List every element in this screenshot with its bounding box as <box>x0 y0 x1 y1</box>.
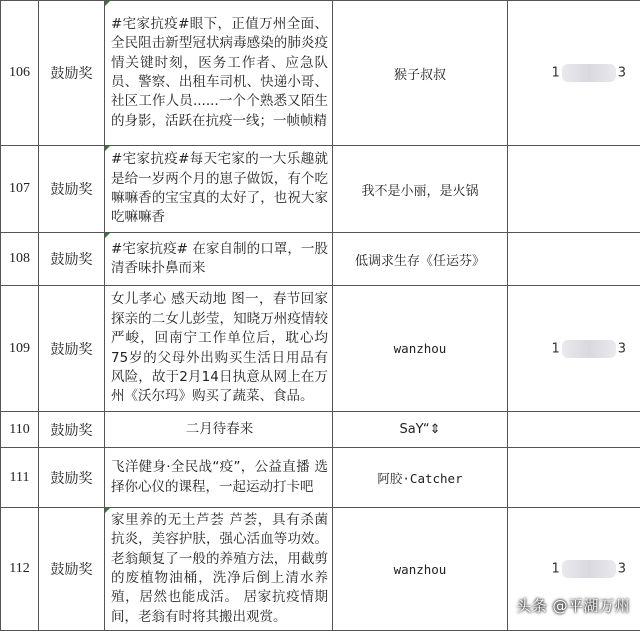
author-name: 我不是小丽，是火锅 <box>333 146 508 233</box>
author-name: 猴子叔叔 <box>333 1 508 146</box>
entry-content <box>105 412 333 448</box>
phone-start: 1 <box>551 66 559 81</box>
entry-content <box>105 146 333 233</box>
phone-end: 3 <box>618 66 626 81</box>
row-number: 106 <box>1 1 39 146</box>
award-level: 鼓励奖 <box>39 233 105 286</box>
table-row <box>1 412 640 448</box>
entry-content-text: 飞洋健身·全民战“疫”，公益直播 选择你心仪的课程，一起运动打卡吧 <box>111 459 328 494</box>
entry-content-text: 家里养的无土芦荟 芦荟，具有杀菌抗炎，美容护肤，强心活血等功效。老翁颠复了一般的养殖方法，用截剪的废植物油桶，洗净后倒上清水养殖，居然也能成活。 居家抗疫情期间，老翁有时将其搬出观赏。 <box>111 512 328 625</box>
entry-content <box>105 286 333 412</box>
author-name: 阿胶·Catcher <box>333 448 508 508</box>
comment-marker-icon <box>105 233 110 238</box>
entry-content-text: #宅家抗疫#每天宅家的一大乐趣就是给一岁两个月的崽子做饭，有个吃嘛嘛香的宝宝真的太好了，也祝大家吃嘛嘛香 <box>111 151 328 225</box>
row-number: 112 <box>1 508 39 631</box>
table-row <box>1 233 640 286</box>
table-row <box>1 1 640 146</box>
author-name: wanzhou <box>333 286 508 412</box>
redaction-blur <box>562 560 616 578</box>
author-name: SaY“⇕ <box>333 412 508 448</box>
table-row <box>1 286 640 412</box>
row-number: 108 <box>1 233 39 286</box>
award-level: 鼓励奖 <box>39 448 105 508</box>
row-number: 107 <box>1 146 39 233</box>
row-number: 109 <box>1 286 39 412</box>
author-name: 低调求生存《任运芬》 <box>333 233 508 286</box>
phone-start: 1 <box>551 562 559 577</box>
award-level: 鼓励奖 <box>39 508 105 631</box>
phone-number <box>508 412 640 448</box>
table-row <box>1 448 640 508</box>
entry-content-text: 二月待春来 <box>186 421 254 437</box>
phone-end: 3 <box>618 562 626 577</box>
redaction-blur <box>562 64 616 82</box>
award-level: 鼓励奖 <box>39 1 105 146</box>
phone-end: 3 <box>618 341 626 356</box>
phone-number <box>508 233 640 286</box>
award-level: 鼓励奖 <box>39 286 105 412</box>
comment-marker-icon <box>105 508 110 513</box>
entry-content <box>105 1 333 146</box>
phone-start: 1 <box>551 341 559 356</box>
row-number: 110 <box>1 412 39 448</box>
phone-number <box>508 1 640 146</box>
comment-marker-icon <box>105 1 110 6</box>
entry-content-text: #宅家抗疫# 在家自制的口罩，一股清香味扑鼻而来 <box>111 241 328 276</box>
entry-content <box>105 508 333 631</box>
phone-number <box>508 448 640 508</box>
phone-number <box>508 286 640 412</box>
table-row <box>1 146 640 233</box>
entry-content <box>105 448 333 508</box>
author-name: wanzhou <box>333 508 508 631</box>
award-level: 鼓励奖 <box>39 146 105 233</box>
entry-content-text: #宅家抗疫#眼下，正值万州全面、全民阻击新型冠状病毒感染的肺炎疫情关键时刻，医务工作者、应急队员、警察、出租车司机、快递小哥、社区工作人员......一个个熟悉又陌生的身影，活跃在抗疫一线；一帧帧精 <box>111 16 328 129</box>
comment-marker-icon <box>105 146 110 151</box>
award-level: 鼓励奖 <box>39 412 105 448</box>
watermark: 头条 @平湖万州 <box>516 595 630 616</box>
entry-content <box>105 233 333 286</box>
row-number: 111 <box>1 448 39 508</box>
phone-number <box>508 146 640 233</box>
entry-content-text: 女儿孝心 感天动地 图一，春节回家探亲的二女儿彭莹，知晓万州疫情较严峻，回南宁工作单位后，耽心均75岁的父母外出购买生活日用品有风险，故于2月14日执意从网上在万州《沃尔玛》购买了蔬菜、食品。 <box>111 291 328 404</box>
redaction-blur <box>562 340 616 358</box>
